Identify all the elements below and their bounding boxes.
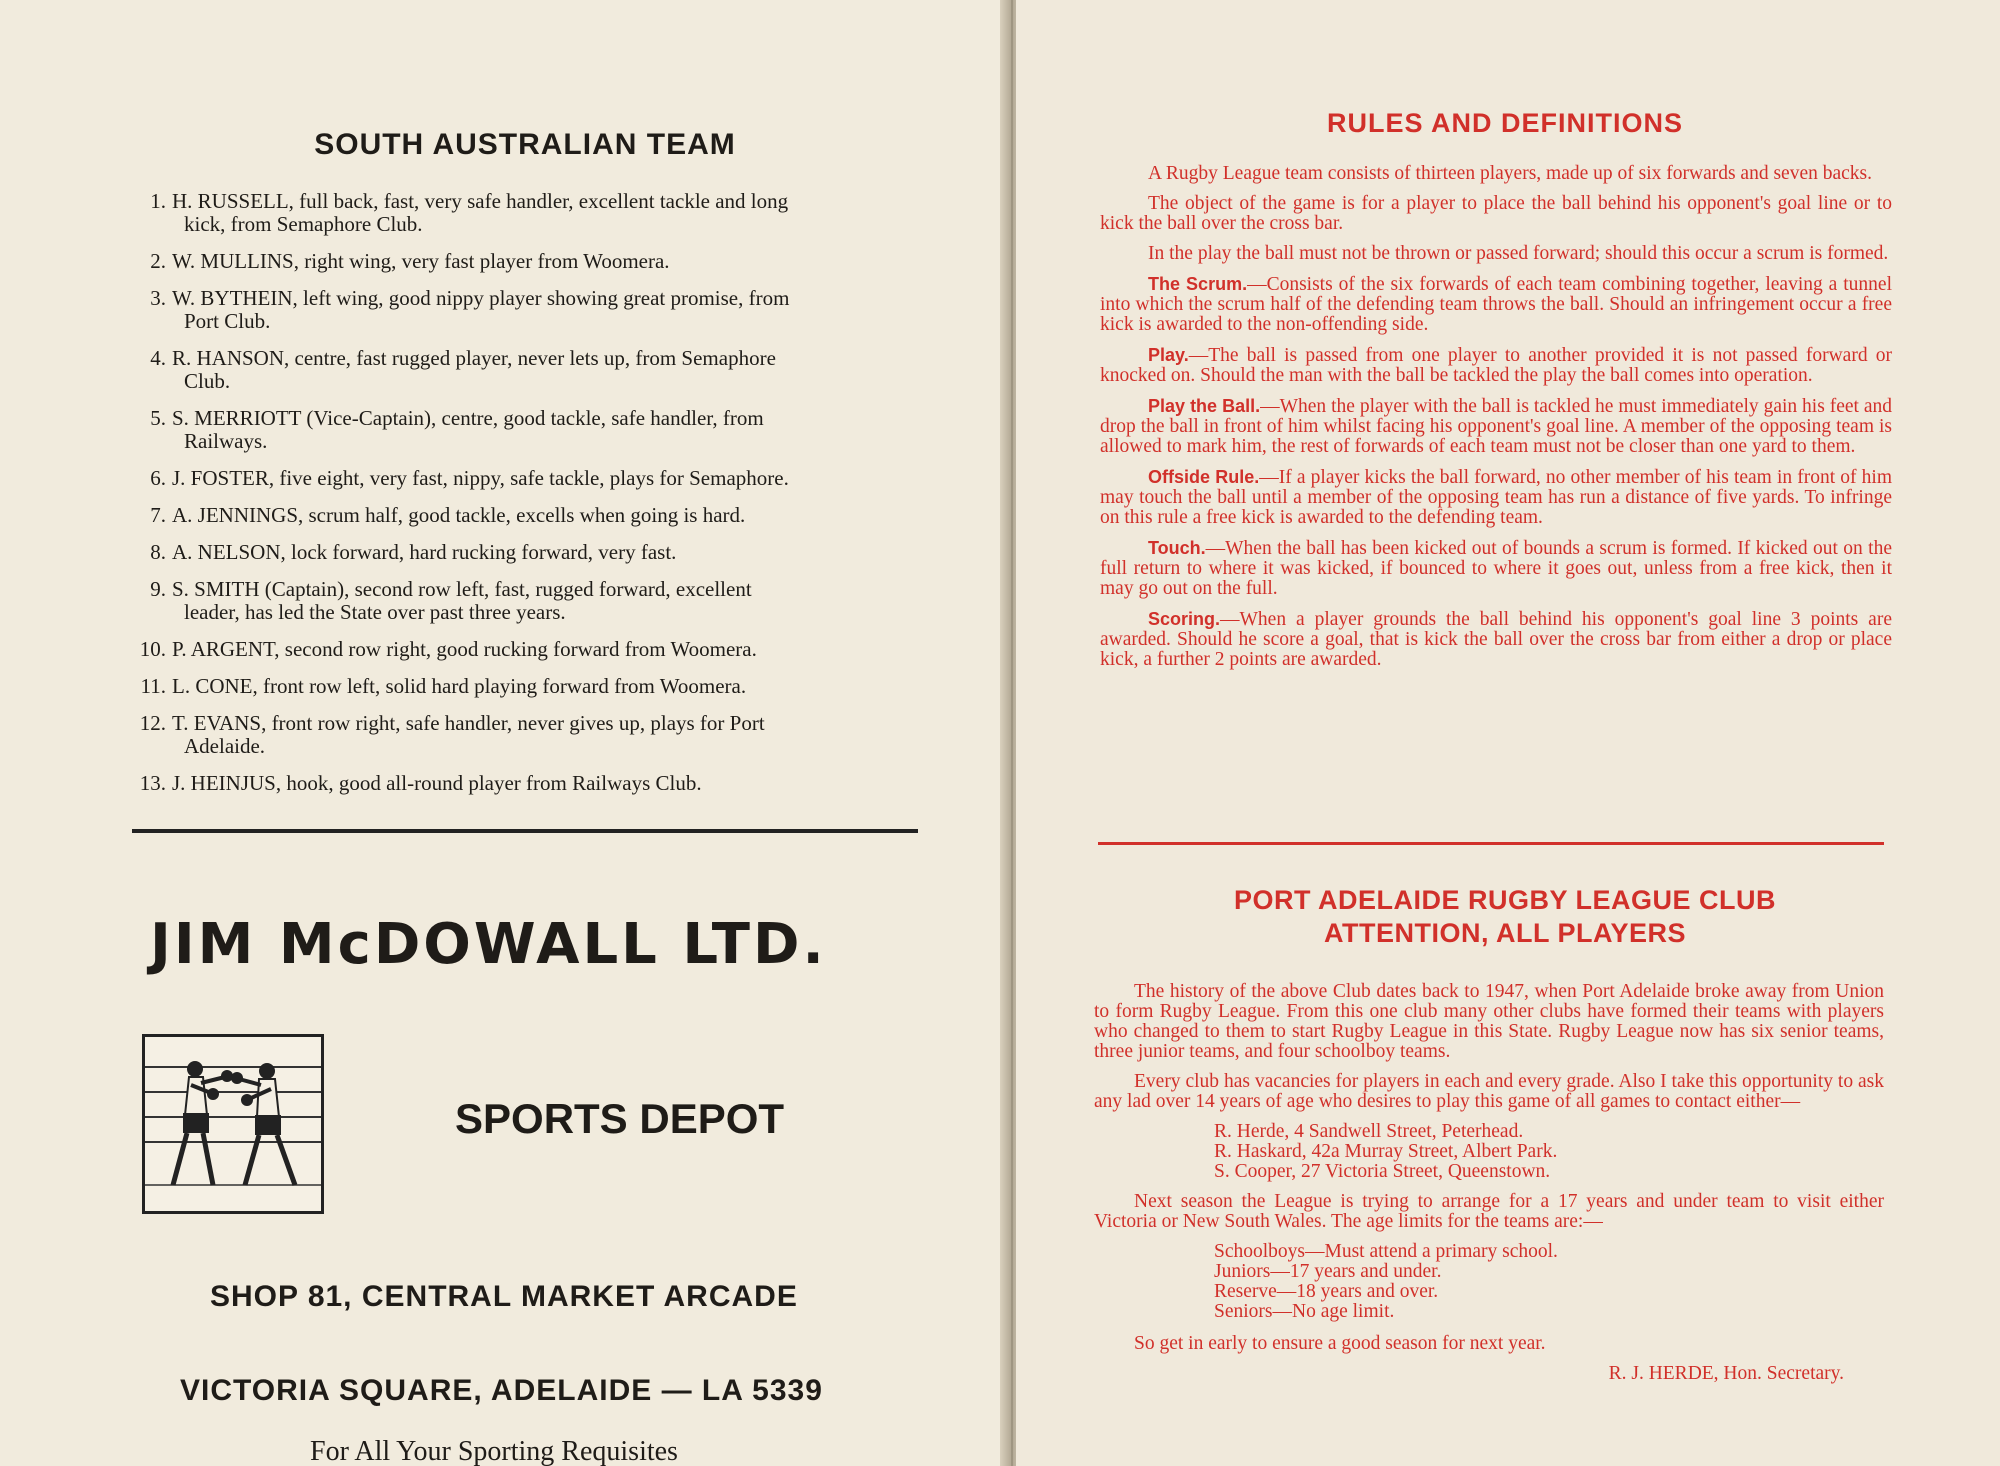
player-number: 7. [150, 503, 166, 527]
rule-text: A Rugby League team consists of thirteen players, made up of six forwards and seven backs. [1148, 163, 1873, 184]
player-description [172, 541, 930, 564]
rule-term: Play. [1148, 345, 1189, 365]
age-limit-item: Schoolboys—Must attend a primary school. [1214, 1241, 1558, 1262]
player-line-1: W. MULLINS, right wing, very fast player from Woomera. [172, 249, 670, 273]
player-line-2: Club. [184, 369, 231, 393]
rule-text: —If a player kicks the ball forward, no other member of his team in front of him may touch the ball until a member of the opposing team has run a distance of five yards. To infringe on this rule a free kick is awarded to the defending team. [1100, 467, 1893, 528]
rule-term: Touch. [1148, 538, 1206, 558]
rules-title: RULES AND DEFINITIONS [1326, 108, 1683, 138]
team-title: SOUTH AUSTRALIAN TEAM [314, 128, 736, 161]
advert-street-address: VICTORIA SQUARE, ADELAIDE — LA 5339 [180, 1374, 823, 1407]
player-number: 9. [150, 577, 166, 601]
advert-sports-depot: SPORTS DEPOT [455, 1095, 785, 1142]
player-line-1: P. ARGENT, second row right, good rucking forward from Woomera. [172, 637, 757, 661]
player-number: 13. [139, 771, 166, 795]
player-item [130, 407, 930, 453]
rule-term: Offside Rule. [1148, 467, 1260, 487]
rule-text: —When a player grounds the ball behind his opponent's goal line 3 points are awarded. Should he score a goal, that is kick the ball over the cross bar from either a drop or place kick, a further 2 points are awarded. [1100, 609, 1892, 670]
player-line-1: A. NELSON, lock forward, hard rucking forward, very fast. [172, 540, 677, 564]
player-line-1: J. HEINJUS, hook, good all-round player from Railways Club. [172, 771, 702, 795]
club-title [1090, 884, 1920, 950]
rule-paragraph [1100, 538, 1892, 599]
player-item [130, 541, 930, 564]
club-text [1094, 982, 1884, 1384]
contact-list [1094, 1122, 1884, 1182]
player-number: 3. [150, 286, 166, 310]
player-description [172, 638, 930, 661]
club-title-line-1: PORT ADELAIDE RUGBY LEAGUE CLUB [1233, 885, 1777, 915]
rule-term: Scoring. [1148, 609, 1221, 629]
contact-item: R. Herde, 4 Sandwell Street, Peterhead. [1214, 1121, 1524, 1142]
player-number: 1. [150, 189, 166, 213]
player-item [130, 250, 930, 273]
player-item [130, 772, 930, 795]
advert-shop-address: SHOP 81, CENTRAL MARKET ARCADE [210, 1280, 798, 1313]
contact-item: R. Haskard, 42a Murray Street, Albert Park. [1214, 1141, 1558, 1162]
player-description [172, 190, 930, 236]
rule-text: —The ball is passed from one player to another provided it is not passed forward or knocked on. Should the man with the ball be tackled the play the ball comes into operation. [1100, 345, 1892, 386]
player-description [172, 675, 930, 698]
player-description [172, 250, 930, 273]
player-line-1: H. RUSSELL, full back, fast, very safe handler, excellent tackle and long [172, 189, 789, 213]
player-number: 12. [139, 711, 166, 735]
advert-company-name: JIM McDOWALL LTD. [150, 912, 827, 977]
rules-list [1100, 164, 1892, 680]
player-item [130, 190, 930, 236]
player-item [130, 578, 930, 624]
advert-tagline: For All Your Sporting Requisites [310, 1436, 678, 1466]
player-item [130, 638, 930, 661]
player-description [172, 504, 930, 527]
rule-text: —When the ball has been kicked out of bounds a scrum is formed. If kicked out on the full return to where it was kicked, if bounced to where it goes out, unless from a free kick, then it may go out on the full. [1100, 538, 1892, 599]
rule-paragraph [1100, 164, 1892, 184]
player-line-1: S. MERRIOTT (Vice-Captain), centre, good tackle, safe handler, from [172, 406, 764, 430]
player-line-1: L. CONE, front row left, solid hard playing forward from Woomera. [172, 674, 747, 698]
contact-item: S. Cooper, 27 Victoria Street, Queenstown. [1214, 1161, 1551, 1182]
club-paragraph-history: The history of the above Club dates back to 1947, when Port Adelaide broke away from Union to form Rugby League. From this one club many other clubs have formed their teams with players who changed to them to start Rugby League in this State. Rugby League now has six senior teams, three junior teams, and four schoolboy teams. [1094, 981, 1884, 1062]
age-limit-item: Seniors—No age limit. [1214, 1301, 1395, 1322]
boxing-illustration [142, 1034, 324, 1214]
club-paragraph-vacancies: Every club has vacancies for players in each and every grade. Also I take this opportunity to ask any lad over 14 years of age who desires to play this game of all games to contact either— [1094, 1071, 1884, 1112]
player-item [130, 347, 930, 393]
divider [132, 829, 918, 833]
player-item [130, 504, 930, 527]
player-line-1: A. JENNINGS, scrum half, good tackle, excells when going is hard. [172, 503, 746, 527]
player-line-2: Port Club. [184, 309, 271, 333]
rule-term: The Scrum. [1148, 274, 1248, 294]
player-number: 11. [140, 674, 166, 698]
rule-paragraph [1100, 609, 1892, 670]
player-line-2: Adelaide. [184, 734, 266, 758]
signature: R. J. HERDE, Hon. Secretary. [1608, 1363, 1844, 1384]
player-number: 6. [150, 466, 166, 490]
rule-paragraph [1100, 396, 1892, 457]
player-description [172, 467, 930, 490]
player-list [130, 190, 930, 809]
rule-paragraph [1100, 274, 1892, 335]
rule-text: In the play the ball must not be thrown or passed forward; should this occur a scrum is formed. [1148, 243, 1889, 264]
player-description [172, 578, 930, 624]
boxers-icon [145, 1037, 321, 1211]
divider-red [1098, 842, 1884, 845]
rule-text: The object of the game is for a player to place the ball behind his opponent's goal line or to kick the ball over the cross bar. [1100, 193, 1892, 234]
player-number: 4. [150, 346, 166, 370]
player-item [130, 467, 930, 490]
rule-paragraph [1100, 194, 1892, 234]
rule-term: Play the Ball. [1148, 396, 1261, 416]
player-description [172, 772, 930, 795]
player-line-1: J. FOSTER, five eight, very fast, nippy, safe tackle, plays for Semaphore. [172, 466, 789, 490]
rule-text: —When the player with the ball is tackled he must immediately gain his feet and drop the ball in front of him whilst facing his opponent's goal line. A member of the opposing team is allowed to mark him, the rest of forwards of each team must not be closer than one yard to them. [1100, 396, 1893, 457]
club-signoff: So get in early to ensure a good season for next year. [1134, 1333, 1546, 1354]
age-limit-item: Juniors—17 years and under. [1214, 1261, 1442, 1282]
club-paragraph-next-season: Next season the League is trying to arrange for a 17 years and under team to visit either Victoria or New South Wales. The age limits for the teams are:— [1094, 1191, 1884, 1232]
player-line-2: leader, has led the State over past three years. [184, 600, 566, 624]
rule-paragraph [1100, 345, 1892, 386]
player-line-1: T. EVANS, front row right, safe handler, never gives up, plays for Port [172, 711, 765, 735]
player-number: 5. [150, 406, 166, 430]
rule-text: —Consists of the six forwards of each team combining together, leaving a tunnel into which the scrum half of the defending team throws the ball. Should an infringement occur a free kick is awarded to the non-offending side. [1100, 274, 1892, 335]
player-description [172, 347, 930, 393]
player-line-2: Railways. [184, 429, 268, 453]
player-line-1: R. HANSON, centre, fast rugged player, never lets up, from Semaphore [172, 346, 776, 370]
player-number: 2. [150, 249, 166, 273]
player-number: 10. [139, 637, 166, 661]
player-line-1: S. SMITH (Captain), second row left, fast, rugged forward, excellent [172, 577, 752, 601]
player-number: 8. [150, 540, 166, 564]
rule-paragraph [1100, 467, 1892, 528]
club-title-line-2: ATTENTION, ALL PLAYERS [1323, 918, 1687, 948]
age-limit-item: Reserve—18 years and over. [1214, 1281, 1439, 1302]
player-item [130, 287, 930, 333]
age-limit-list [1094, 1242, 1884, 1322]
rule-paragraph [1100, 244, 1892, 264]
player-description [172, 712, 930, 758]
player-item [130, 712, 930, 758]
player-item [130, 675, 930, 698]
player-description [172, 407, 930, 453]
player-line-1: W. BYTHEIN, left wing, good nippy player showing great promise, from [172, 286, 790, 310]
player-description [172, 287, 930, 333]
player-line-2: kick, from Semaphore Club. [184, 212, 423, 236]
